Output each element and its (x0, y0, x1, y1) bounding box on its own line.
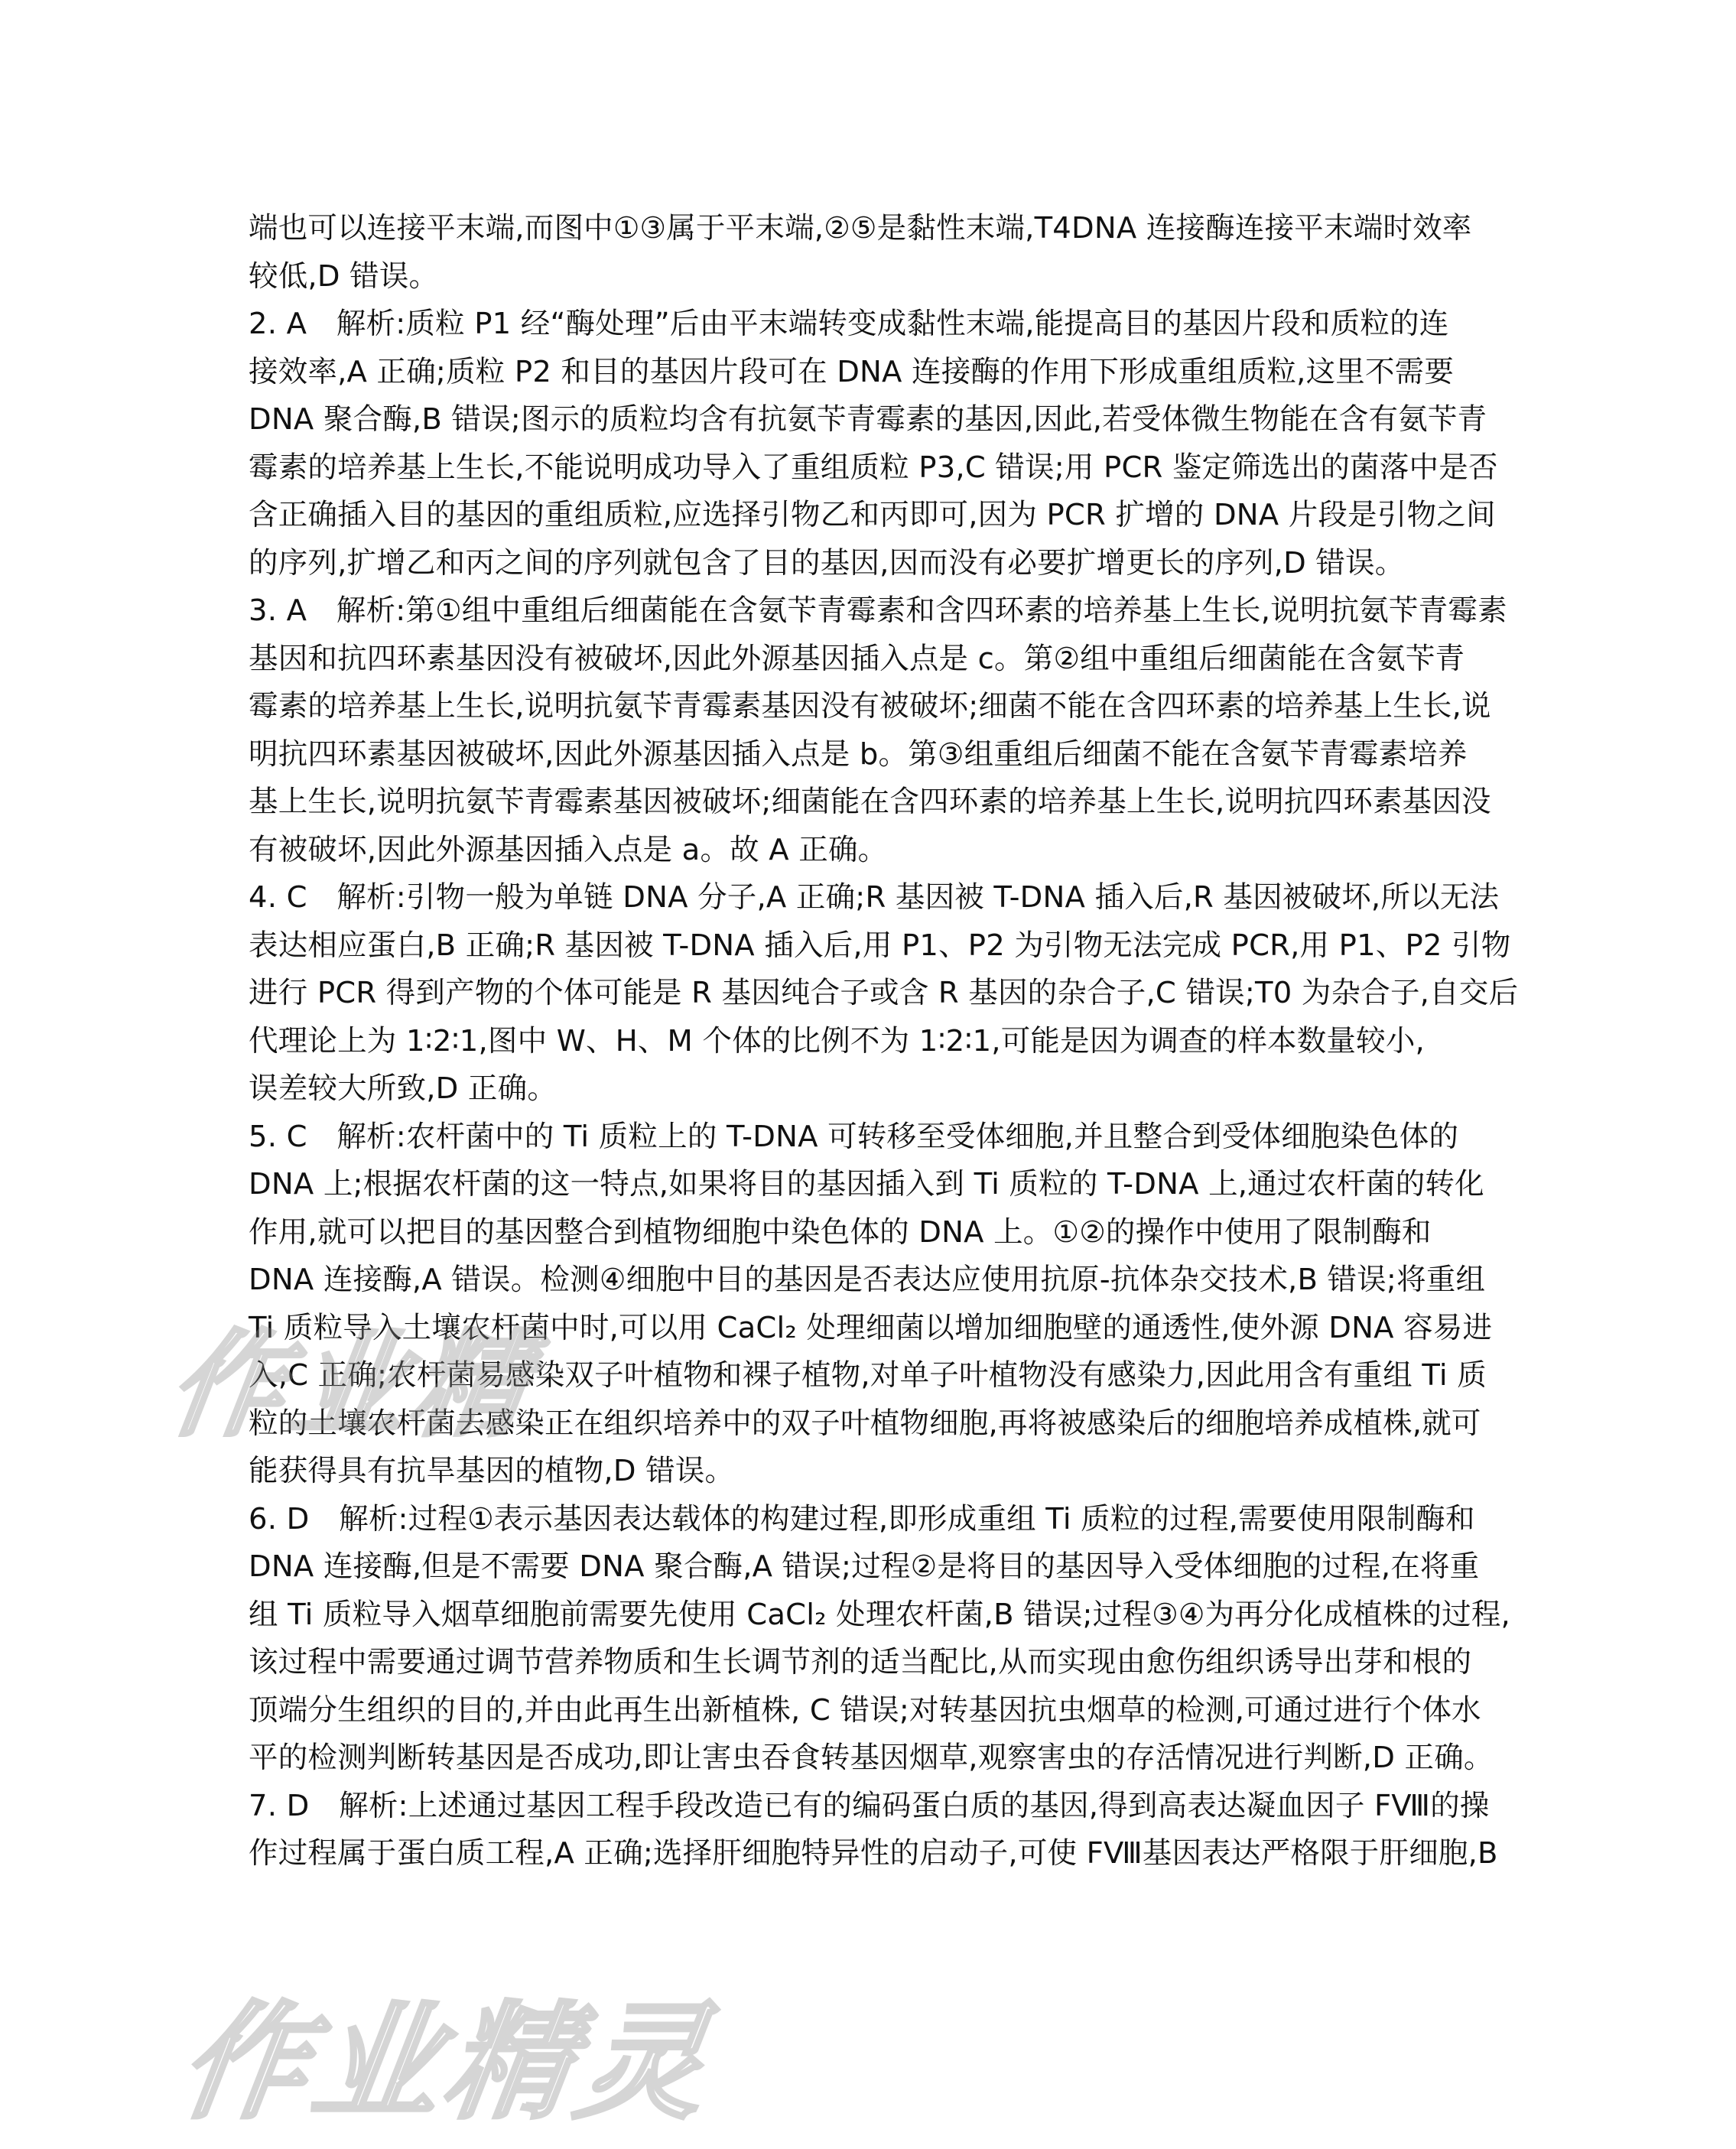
text-line: 含正确插入目的基因的重组质粒,应选择引物乙和丙即可,因为 PCR 扩增的 DNA 片段是引物之间 (249, 498, 1496, 532)
watermark-bottom: 作业精灵 (171, 1989, 722, 2136)
text-line: 接效率,A 正确;质粒 P2 和目的基因片段可在 DNA 连接酶的作用下形成重组质粒,这里不需要 (249, 354, 1455, 389)
text-line: 5. C 解析:农杆菌中的 Ti 质粒上的 T-DNA 可转移至受体细胞,并且整合到受体细胞染色体的 (249, 1119, 1459, 1154)
text-line: 2. A 解析:质粒 P1 经“酶处理”后由平末端转变成黏性末端,能提高目的基因片段和质粒的连 (249, 307, 1449, 341)
text-line: 明抗四环素基因被破坏,因此外源基因插入点是 b。第③组重组后细菌不能在含氨苄青霉素培养 (249, 736, 1468, 772)
text-line: 霉素的培养基上生长,不能说明成功导入了重组质粒 P3,C 错误;用 PCR 鉴定筛选出的菌落中是否 (249, 450, 1498, 485)
text-line: Ti 质粒导入土壤农杆菌中时,可以用 CaCl₂ 处理细菌以增加细胞壁的通透性,使外源 DNA 容易进 (249, 1310, 1493, 1345)
text-line: 6. D 解析:过程①表示基因表达载体的构建过程,即形成重组 Ti 质粒的过程,需要使用限制酶和 (249, 1501, 1475, 1536)
text-line: 3. A 解析:第①组中重组后细菌能在含氨苄青霉素和含四环素的培养基上生长,说明抗氨苄青霉素 (249, 593, 1507, 628)
text-line: 较低,D 错误。 (249, 258, 439, 294)
text-line: 粒的土壤农杆菌去感染正在组织培养中的双子叶植物细胞,再将被感染后的细胞培养成植株,就可 (249, 1406, 1481, 1441)
text-line: 表达相应蛋白,B 正确;R 基因被 T-DNA 插入后,用 P1、P2 为引物无法完成 PCR,用 P1、P2 引物 (249, 928, 1511, 963)
text-line: 7. D 解析:上述通过基因工程手段改造已有的编码蛋白质的基因,得到高表达凝血因子 FⅧ的操 (249, 1788, 1490, 1823)
text-line: 基因和抗四环素基因没有被破坏,因此外源基因插入点是 c。第②组中重组后细菌能在含氨苄青 (249, 641, 1465, 676)
text-line: 有被破坏,因此外源基因插入点是 a。故 A 正确。 (249, 832, 888, 867)
text-line: DNA 连接酶,但是不需要 DNA 聚合酶,A 错误;过程②是将目的基因导入受体细胞的过程,在将重 (249, 1549, 1480, 1584)
text-line: 平的检测判断转基因是否成功,即让害虫吞食转基因烟草,观察害虫的存活情况进行判断,D 正确。 (249, 1741, 1494, 1775)
text-line: DNA 上;根据农杆菌的这一特点,如果将目的基因插入到 Ti 质粒的 T-DNA 上,通过农杆菌的转化 (249, 1167, 1484, 1201)
text-line: 入,C 正确;农杆菌易感染双子叶植物和裸子植物,对单子叶植物没有感染力,因此用含有重组 Ti 质 (249, 1358, 1487, 1393)
text-line: 该过程中需要通过调节营养物质和生长调节剂的适当配比,从而实现由愈伤组织诱导出芽和根的 (249, 1645, 1472, 1679)
text-line: 4. C 解析:引物一般为单链 DNA 分子,A 正确;R 基因被 T-DNA 插入后,R 基因被破坏,所以无法 (249, 880, 1500, 915)
text-line: 作用,就可以把目的基因整合到植物细胞中染色体的 DNA 上。①②的操作中使用了限制酶和 (249, 1214, 1432, 1250)
watermark-mid: 作业精 (161, 1319, 543, 1452)
text-line: 组 Ti 质粒导入烟草细胞前需要先使用 CaCl₂ 处理农杆菌,B 错误;过程③④为再分化成植株的过程, (249, 1597, 1510, 1632)
text-line: 进行 PCR 得到产物的个体可能是 R 基因纯合子或含 R 基因的杂合子,C 错误;T0 为杂合子,自交后 (249, 976, 1519, 1010)
text-line: 端也可以连接平末端,而图中①③属于平末端,②⑤是黏性末端,T4DNA 连接酶连接平末端时效率 (249, 211, 1472, 245)
answer-text (249, 205, 1519, 1878)
text-line: 作过程属于蛋白质工程,A 正确;选择肝细胞特异性的启动子,可使 FⅧ基因表达严格限于肝细胞,B (249, 1836, 1498, 1871)
text-line: DNA 连接酶,A 错误。检测④细胞中目的基因是否表达应使用抗原-抗体杂交技术,B 错误;将重组 (249, 1263, 1486, 1297)
text-line: 的序列,扩增乙和丙之间的序列就包含了目的基因,因而没有必要扩增更长的序列,D 错误。 (249, 545, 1405, 580)
text-line: 能获得具有抗旱基因的植物,D 错误。 (249, 1454, 735, 1488)
text-line: 基上生长,说明抗氨苄青霉素基因被破坏;细菌能在含四环素的培养基上生长,说明抗四环素基因没 (249, 785, 1491, 819)
text-line: 顶端分生组织的目的,并由此再生出新植株, C 错误;对转基因抗虫烟草的检测,可通过进行个体水 (249, 1692, 1481, 1728)
text-line: 霉素的培养基上生长,说明抗氨苄青霉素基因没有被破坏;细菌不能在含四环素的培养基上生长,说 (249, 689, 1491, 723)
text-line: DNA 聚合酶,B 错误;图示的质粒均含有抗氨苄青霉素的基因,因此,若受体微生物能在含有氨苄青 (249, 402, 1487, 437)
text-line: 代理论上为 1∶2∶1,图中 W、H、M 个体的比例不为 1∶2∶1,可能是因为调查的样本数量较小, (249, 1023, 1425, 1058)
text-line: 误差较大所致,D 正确。 (249, 1071, 558, 1106)
